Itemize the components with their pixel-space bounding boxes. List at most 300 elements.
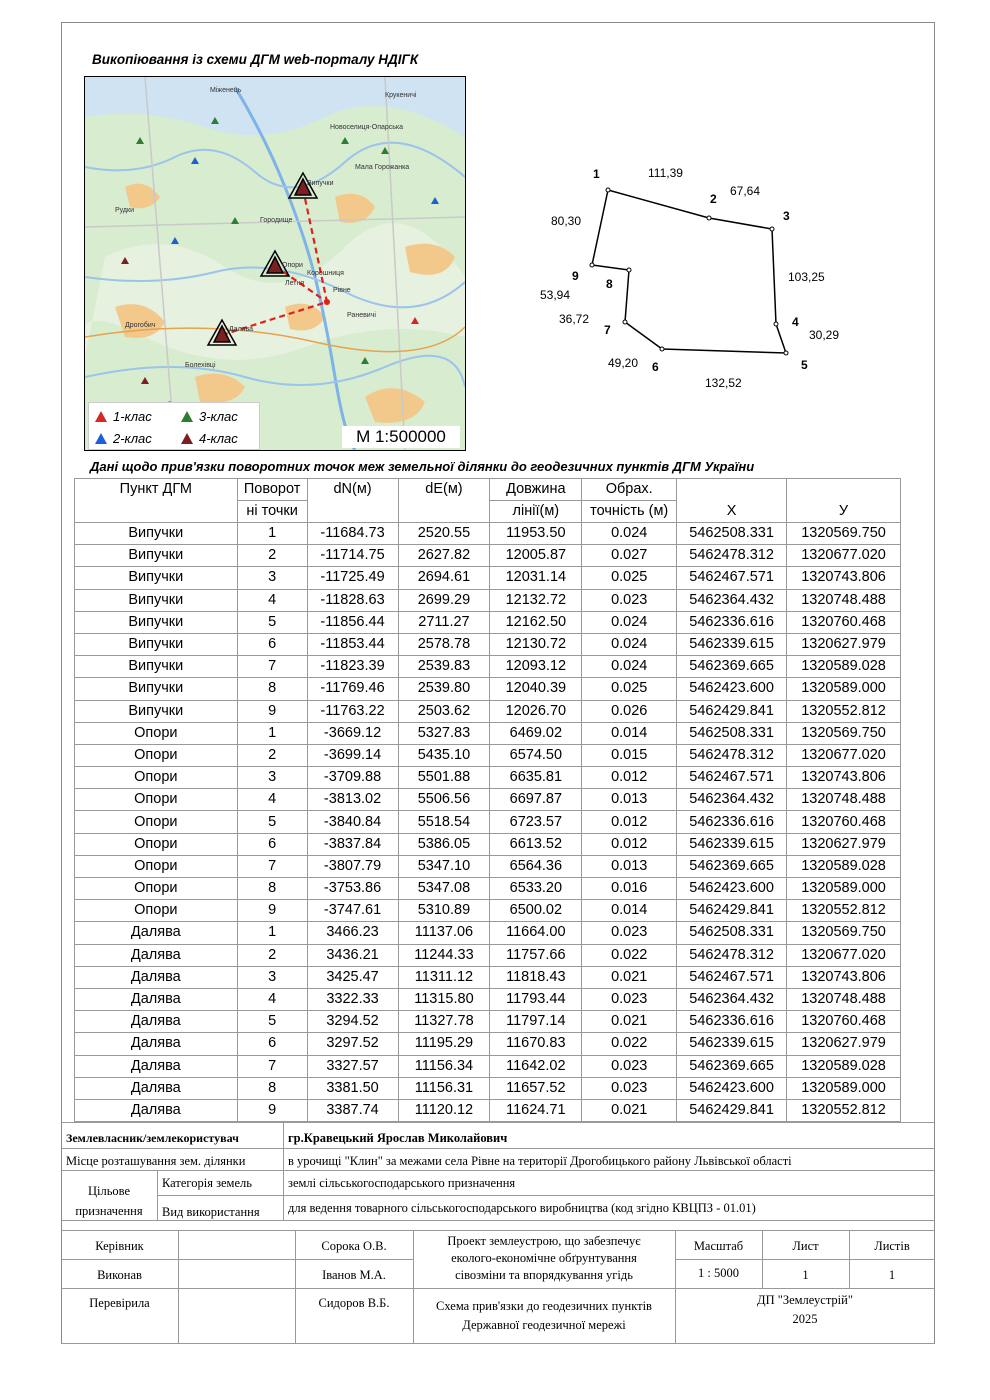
table-cell: Далява [75, 1055, 238, 1077]
table-cell: 6500.02 [490, 900, 582, 922]
table-cell: 1320677.020 [787, 944, 901, 966]
table-cell: 5518.54 [398, 811, 490, 833]
table-cell: 3387.74 [307, 1099, 398, 1121]
table-row [75, 833, 901, 855]
map-label-14: Болехівці [185, 362, 216, 369]
table-row [75, 966, 901, 988]
table-cell: 12162.50 [490, 611, 582, 633]
table-cell: 2 [237, 545, 307, 567]
table-cell: 0.024 [582, 656, 677, 678]
vertex-label-2: 2 [710, 192, 717, 206]
table-cell: 3 [237, 966, 307, 988]
table-cell: 3425.47 [307, 966, 398, 988]
location-row [61, 1148, 935, 1171]
table-cell: 3294.52 [307, 1011, 398, 1033]
table-cell: 4 [237, 589, 307, 611]
sheet-value: 1 [802, 1268, 809, 1282]
table-cell: -11769.46 [307, 678, 398, 700]
table-cell: 9 [237, 700, 307, 722]
map-label-0: Випучки [307, 180, 334, 187]
table-cell: Випучки [75, 545, 238, 567]
table-cell: 5 [237, 811, 307, 833]
table-cell: 1 [237, 922, 307, 944]
table-cell: 5462339.615 [677, 1033, 787, 1055]
table-cell: 6723.57 [490, 811, 582, 833]
table-cell: Опори [75, 744, 238, 766]
table-row [75, 1033, 901, 1055]
table-cell: Далява [75, 988, 238, 1010]
table-cell: 11657.52 [490, 1077, 582, 1099]
table-cell: 12026.70 [490, 700, 582, 722]
table-cell: -3669.12 [307, 722, 398, 744]
table-cell: 1320748.488 [787, 789, 901, 811]
class3-triangle-icon [181, 411, 193, 422]
table-cell: 5462364.432 [677, 589, 787, 611]
vertex-label-5: 5 [801, 358, 808, 372]
table-cell: 0.013 [582, 789, 677, 811]
table-cell: 3381.50 [307, 1077, 398, 1099]
table-cell: -3709.88 [307, 767, 398, 789]
table-cell: 11120.12 [398, 1099, 490, 1121]
table-cell: 5462369.665 [677, 1055, 787, 1077]
header-punkt: Пункт ДГМ [75, 479, 238, 523]
table-cell: 0.021 [582, 966, 677, 988]
table-cell: 6613.52 [490, 833, 582, 855]
table-cell: 6 [237, 833, 307, 855]
table-row [75, 611, 901, 633]
edge-length-7-8: 36,72 [559, 312, 590, 326]
table-cell: 11327.78 [398, 1011, 490, 1033]
scheme-line-2: Державної геодезичної мережі [462, 1318, 626, 1332]
table-row [75, 789, 901, 811]
table-cell: 12093.12 [490, 656, 582, 678]
table-cell: 3 [237, 567, 307, 589]
map-label-3: Рівне [333, 287, 351, 294]
legend-label: 3-клас [199, 409, 238, 424]
table-cell: 3322.33 [307, 988, 398, 1010]
table-cell: 0.014 [582, 722, 677, 744]
purpose-label-line2: призначення [75, 1204, 143, 1218]
table-cell: 6697.87 [490, 789, 582, 811]
table-cell: -11856.44 [307, 611, 398, 633]
table-header-row [75, 479, 901, 501]
edge-length-5-6: 132,52 [705, 376, 742, 390]
table-cell: 5462429.841 [677, 900, 787, 922]
table-cell: 6 [237, 1033, 307, 1055]
table-cell: 11664.00 [490, 922, 582, 944]
use-label: Вид використання [157, 1195, 283, 1221]
table-cell: 0.022 [582, 944, 677, 966]
table-cell: 7 [237, 656, 307, 678]
owner-value: гр.Кравецький Ярослав Миколайович [283, 1123, 935, 1149]
table-row [75, 944, 901, 966]
category-value: землі сільськогосподарського призначення [283, 1171, 935, 1195]
legend-item-3 [181, 409, 238, 424]
table-cell: 0.015 [582, 744, 677, 766]
table-cell: Далява [75, 966, 238, 988]
table-cell: 1320748.488 [787, 589, 901, 611]
table-cell: 2 [237, 744, 307, 766]
scale-label: Масштаб [693, 1239, 744, 1253]
table-cell: Опори [75, 789, 238, 811]
table-cell: 11818.43 [490, 966, 582, 988]
title-stamp [61, 1230, 935, 1344]
map-label-8: Раневичі [347, 312, 376, 319]
table-cell: 0.027 [582, 545, 677, 567]
table-cell: -11714.75 [307, 545, 398, 567]
table-cell: -3747.61 [307, 900, 398, 922]
table-cell: Далява [75, 944, 238, 966]
table-cell: 7 [237, 855, 307, 877]
table-cell: 0.012 [582, 767, 677, 789]
owner-label: Землевласник/землекористувач [66, 1131, 239, 1145]
edge-length-3-4: 103,25 [788, 270, 825, 284]
scheme-line-1: Схема прив'язки до геодезичних пунктів [436, 1299, 652, 1313]
class4-triangle-icon [181, 433, 193, 444]
vertex-label-6: 6 [652, 360, 659, 374]
table-cell: Далява [75, 1077, 238, 1099]
table-cell: Далява [75, 1033, 238, 1055]
table-cell: 1320552.812 [787, 700, 901, 722]
table-cell: 5462339.615 [677, 633, 787, 655]
table-cell: 11244.33 [398, 944, 490, 966]
project-title [413, 1233, 675, 1284]
table-cell: -3753.86 [307, 878, 398, 900]
company-name: ДП "Землеустрій" [757, 1293, 853, 1307]
table-cell: 3466.23 [307, 922, 398, 944]
table-cell: 11195.29 [398, 1033, 490, 1055]
table-cell: 0.025 [582, 678, 677, 700]
table-cell: 5462429.841 [677, 1099, 787, 1121]
edge-length-4-5: 30,29 [809, 328, 840, 342]
table-cell: Випучки [75, 523, 238, 545]
table-cell: Опори [75, 900, 238, 922]
table-row [75, 988, 901, 1010]
table-row [75, 1011, 901, 1033]
table-cell: Випучки [75, 589, 238, 611]
head-label: Керівник [95, 1239, 144, 1253]
table-cell: 3297.52 [307, 1033, 398, 1055]
table-row [75, 633, 901, 655]
table-cell: 11797.14 [490, 1011, 582, 1033]
table-cell: 1320589.028 [787, 1055, 901, 1077]
table-cell: 0.025 [582, 567, 677, 589]
table-cell: 0.023 [582, 1055, 677, 1077]
table-cell: 8 [237, 1077, 307, 1099]
table-cell: -3837.84 [307, 833, 398, 855]
table-cell: 5462364.432 [677, 789, 787, 811]
table-cell: 0.012 [582, 811, 677, 833]
owner-row [61, 1122, 935, 1149]
table-cell: 11137.06 [398, 922, 490, 944]
table-cell: 12005.87 [490, 545, 582, 567]
header-povorot: Поворот [237, 479, 307, 501]
map-label-10: Мала Горожанка [355, 164, 410, 171]
table-row [75, 545, 901, 567]
table-cell: 5506.56 [398, 789, 490, 811]
overview-map [84, 76, 466, 451]
legend-item-1 [95, 409, 152, 424]
vertex-label-4: 4 [792, 315, 799, 329]
table-row [75, 656, 901, 678]
map-graphic [85, 77, 465, 450]
table-cell: 5462429.841 [677, 700, 787, 722]
table-cell: 5462336.616 [677, 1011, 787, 1033]
table-cell: 12132.72 [490, 589, 582, 611]
table-cell: 0.024 [582, 523, 677, 545]
table-cell: 11624.71 [490, 1099, 582, 1121]
header-obraz: Обрах. [582, 479, 677, 501]
executor-label: Виконав [97, 1268, 142, 1282]
table-cell: 5462478.312 [677, 744, 787, 766]
table-cell: Далява [75, 1011, 238, 1033]
class1-triangle-icon [95, 411, 107, 422]
header-povorot-2: ні точки [237, 501, 307, 523]
table-cell: -11823.39 [307, 656, 398, 678]
table-cell: 1320743.806 [787, 767, 901, 789]
map-legend [88, 402, 260, 450]
sheets-label: Листів [874, 1239, 910, 1253]
table-cell: 6564.36 [490, 855, 582, 877]
parcel-graphic [520, 150, 880, 400]
table-cell: -3807.79 [307, 855, 398, 877]
table-cell: 2699.29 [398, 589, 490, 611]
table-cell: 1320589.000 [787, 878, 901, 900]
table-cell: 1320552.812 [787, 1099, 901, 1121]
table-cell: 1 [237, 722, 307, 744]
table-cell: 5 [237, 1011, 307, 1033]
table-cell: 2539.83 [398, 656, 490, 678]
table-cell: 0.026 [582, 700, 677, 722]
vertex-label-3: 3 [783, 209, 790, 223]
table-cell: 12130.72 [490, 633, 582, 655]
edge-length-2-3: 67,64 [730, 184, 761, 198]
table-cell: 5435.10 [398, 744, 490, 766]
table-cell: 1320627.979 [787, 1033, 901, 1055]
table-cell: -11725.49 [307, 567, 398, 589]
table-cell: 3327.57 [307, 1055, 398, 1077]
table-body [75, 523, 901, 1122]
table-cell: 8 [237, 678, 307, 700]
table-cell: 1320760.468 [787, 811, 901, 833]
table-cell: 9 [237, 900, 307, 922]
parcel-polygon [520, 150, 880, 400]
map-label-5: Городище [260, 217, 293, 224]
table-cell: 5347.08 [398, 878, 490, 900]
table-cell: 11156.31 [398, 1077, 490, 1099]
table-row [75, 744, 901, 766]
table-cell: 5462336.616 [677, 611, 787, 633]
purpose-label-line1: Цільове [87, 1184, 131, 1198]
table-cell: 9 [237, 1099, 307, 1121]
table-cell: 5386.05 [398, 833, 490, 855]
table-cell: 1 [237, 523, 307, 545]
executor-name: Іванов М.А. [322, 1268, 386, 1282]
table-cell: 5347.10 [398, 855, 490, 877]
class2-triangle-icon [95, 433, 107, 444]
table-cell: 5462336.616 [677, 811, 787, 833]
vertex-label-1: 1 [593, 167, 600, 181]
table-cell: 1320677.020 [787, 744, 901, 766]
table-cell: 5462508.331 [677, 922, 787, 944]
project-line-1: Проект землеустрою, що забезпечує [447, 1234, 641, 1248]
table-row [75, 922, 901, 944]
map-label-12: Рудки [115, 207, 134, 214]
map-label-11: Міженець [210, 87, 242, 94]
purpose-row [61, 1170, 935, 1221]
table-cell: -3699.14 [307, 744, 398, 766]
sheet-label: Лист [792, 1239, 819, 1253]
table-cell: -11828.63 [307, 589, 398, 611]
table-row [75, 1077, 901, 1099]
table-row [75, 767, 901, 789]
table-row [75, 589, 901, 611]
table-cell: Опори [75, 767, 238, 789]
map-title: Викопіювання із схеми ДГМ web-порталу НДІГК [92, 52, 419, 67]
table-cell: 5501.88 [398, 767, 490, 789]
table-cell: 2539.80 [398, 678, 490, 700]
table-row [75, 678, 901, 700]
table-cell: 8 [237, 878, 307, 900]
project-line-3: сівозміни та впорядкування угідь [455, 1268, 633, 1282]
table-cell: 1320748.488 [787, 988, 901, 1010]
table-cell: -11684.73 [307, 523, 398, 545]
table-cell: 11642.02 [490, 1055, 582, 1077]
table-cell: Випучки [75, 611, 238, 633]
table-cell: 11156.34 [398, 1055, 490, 1077]
purpose-label [61, 1171, 157, 1221]
vertex-label-7: 7 [604, 323, 611, 337]
table-cell: 1320569.750 [787, 722, 901, 744]
table-cell: 5462508.331 [677, 523, 787, 545]
legend-label: 1-клас [113, 409, 152, 424]
table-cell: 1320569.750 [787, 922, 901, 944]
table-cell: 6574.50 [490, 744, 582, 766]
edge-length-6-7: 49,20 [608, 356, 639, 370]
map-label-6: Летня [285, 280, 305, 287]
table-row [75, 567, 901, 589]
company-block [675, 1291, 935, 1329]
location-value: в урочищі "Клин" за межами села Рівне на території Дрогобицького району Львівської області [283, 1149, 935, 1171]
table-cell: 5462508.331 [677, 722, 787, 744]
table-cell: 1320627.979 [787, 633, 901, 655]
table-cell: 4 [237, 988, 307, 1010]
table-cell: 0.016 [582, 878, 677, 900]
table-cell: 5462369.665 [677, 855, 787, 877]
table-cell: 6 [237, 633, 307, 655]
table-cell: 0.023 [582, 589, 677, 611]
vertex-label-9: 9 [572, 269, 579, 283]
table-cell: 5462364.432 [677, 988, 787, 1010]
table-cell: Опори [75, 722, 238, 744]
table-cell: 6469.02 [490, 722, 582, 744]
map-label-4: Дрогобич [125, 322, 156, 329]
scheme-title [413, 1297, 675, 1335]
table-cell: Опори [75, 811, 238, 833]
table-cell: 12040.39 [490, 678, 582, 700]
table-cell: 2711.27 [398, 611, 490, 633]
table-cell: 0.024 [582, 611, 677, 633]
table-row [75, 855, 901, 877]
checker-label: Перевірила [89, 1296, 150, 1310]
table-cell: 2578.78 [398, 633, 490, 655]
table-cell: 1320760.468 [787, 1011, 901, 1033]
edge-length-9-1: 80,30 [551, 214, 582, 228]
scale-value: 1 : 5000 [698, 1266, 739, 1280]
table-cell: 11315.80 [398, 988, 490, 1010]
project-line-2: еколого-економічне обґрунтування [451, 1251, 637, 1265]
table-cell: 5462467.571 [677, 567, 787, 589]
header-dovzhyna: Довжина [490, 479, 582, 501]
table-cell: 5462423.600 [677, 678, 787, 700]
table-cell: 5462467.571 [677, 767, 787, 789]
table-row [75, 700, 901, 722]
table-cell: 2694.61 [398, 567, 490, 589]
sheets-value: 1 [888, 1268, 896, 1282]
table-cell: Випучки [75, 656, 238, 678]
map-label-7: Корошниця [307, 270, 344, 277]
table-cell: 0.023 [582, 922, 677, 944]
checker-name: Сидоров В.Б. [318, 1296, 390, 1310]
head-name: Сорока О.В. [321, 1239, 387, 1253]
table-cell: 5462339.615 [677, 833, 787, 855]
table-cell: 11757.66 [490, 944, 582, 966]
table-cell: 0.024 [582, 633, 677, 655]
table-row [75, 1055, 901, 1077]
table-cell: 2627.82 [398, 545, 490, 567]
table-cell: Випучки [75, 678, 238, 700]
table-cell: 5462478.312 [677, 944, 787, 966]
table-cell: 7 [237, 1055, 307, 1077]
edge-length-8-9: 53,94 [540, 288, 571, 302]
company-year: 2025 [792, 1312, 818, 1326]
table-cell: 0.021 [582, 1099, 677, 1121]
table-cell: 1320589.028 [787, 855, 901, 877]
table-cell: 2520.55 [398, 523, 490, 545]
table-cell: -11763.22 [307, 700, 398, 722]
table-cell: 5327.83 [398, 722, 490, 744]
table-cell: 4 [237, 789, 307, 811]
table-cell: 2503.62 [398, 700, 490, 722]
table-cell: 5462423.600 [677, 1077, 787, 1099]
table-row [75, 900, 901, 922]
table-cell: 0.014 [582, 900, 677, 922]
table-cell: 11311.12 [398, 966, 490, 988]
table-cell: Випучки [75, 567, 238, 589]
table-cell: 6533.20 [490, 878, 582, 900]
table-cell: -11853.44 [307, 633, 398, 655]
map-label-2: Далява [229, 326, 254, 333]
table-cell: 2 [237, 944, 307, 966]
table-cell: 0.021 [582, 1011, 677, 1033]
table-title: Дані щодо прив'язки поворотних точок меж земельної ділянки до геодезичних пунктів ДГМ України [90, 459, 755, 474]
map-scale: М 1:500000 [342, 426, 460, 448]
table-cell: 0.023 [582, 988, 677, 1010]
table-cell: Опори [75, 878, 238, 900]
table-row [75, 523, 901, 545]
map-label-1: Опори [282, 262, 303, 269]
table-cell: 11670.83 [490, 1033, 582, 1055]
table-cell: 0.022 [582, 1033, 677, 1055]
table-row [75, 811, 901, 833]
table-cell: 1320569.750 [787, 523, 901, 545]
map-label-13: Крукеничі [385, 92, 417, 99]
table-cell: Опори [75, 833, 238, 855]
vertex-label-8: 8 [606, 277, 613, 291]
table-cell: 1320743.806 [787, 567, 901, 589]
table-cell: 12031.14 [490, 567, 582, 589]
table-cell: Далява [75, 922, 238, 944]
